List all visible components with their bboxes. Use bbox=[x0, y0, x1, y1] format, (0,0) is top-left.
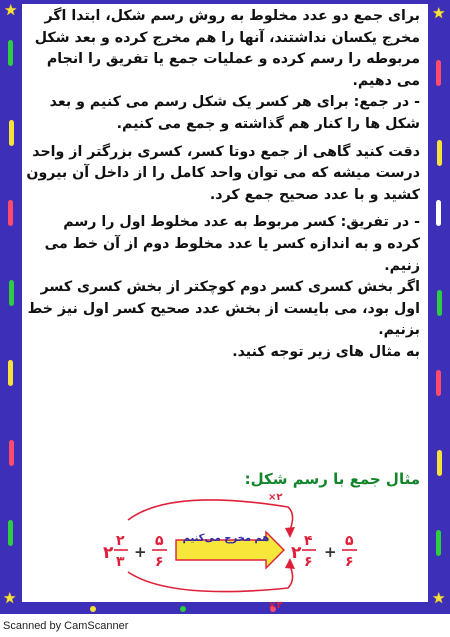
multiply-label-top: ×۲ bbox=[268, 492, 283, 503]
scanner-footer: Scanned by CamScanner bbox=[3, 620, 129, 632]
conversion-arrow-label: هم مخرج می‌کنیم bbox=[182, 533, 270, 544]
multiply-arrow-bottom bbox=[128, 566, 293, 592]
arrowhead-icon bbox=[285, 527, 295, 538]
fraction-numerator-right-second: ۵ bbox=[345, 533, 354, 549]
fraction-denominator-right-second: ۶ bbox=[345, 554, 354, 570]
star-icon: ★ bbox=[3, 589, 17, 607]
paragraph-carry-note: دقت کنید گاهی از جمع دوتا کسر، کسری بزرگتر از واحد درست میشه که می توان واحد کامل را از داخل آن بیرون کشید و با عدد صحیح جمع کرد. bbox=[26, 143, 420, 203]
star-icon: ★ bbox=[432, 4, 446, 22]
fraction-denominator-right: ۶ bbox=[304, 554, 313, 570]
fraction-denominator-left: ۳ bbox=[116, 554, 125, 570]
mixed-whole-right: ۲ bbox=[291, 543, 302, 563]
paragraph-borrow-note: اگر بخش کسری کسر دوم کوچکتر از بخش کسری کسر اول بود، می بایست از بخش عدد صحیح کسر اول نیز خط بزنیم. bbox=[27, 279, 420, 339]
plus-sign: + bbox=[134, 543, 147, 561]
fraction-numerator-left: ۲ bbox=[116, 533, 125, 549]
paragraph-intro: برای جمع دو عدد مخلوط به روش رسم شکل، ابتدا اگر مخرج یکسان نداشتند، آنها را هم مخرج کرده و بعد شکل مربوطه را رسم کرده و عملیات جمع یا تفریق را انجام می دهیم. bbox=[34, 8, 420, 89]
paragraph-subtraction: - در تفریق: کسر مربوط به عدد مخلوط اول را رسم کرده و به اندازه کسر یا عدد مخلوط دوم از آن خط می زنیم. bbox=[44, 214, 420, 274]
star-icon: ★ bbox=[432, 589, 446, 607]
example-title: مثال جمع با رسم شکل: bbox=[244, 470, 420, 488]
paragraph-addition: - در جمع: برای هر کسر یک شکل رسم می کنیم و بعد شکل ها را کنار هم گذاشته و جمع می کنیم. bbox=[49, 94, 420, 132]
plus-sign: + bbox=[324, 543, 337, 561]
fraction-denominator-second: ۶ bbox=[155, 554, 164, 570]
fraction-numerator-right: ۴ bbox=[304, 533, 313, 549]
multiply-arrow-top bbox=[128, 500, 293, 530]
star-icon: ★ bbox=[4, 1, 18, 19]
paragraph-see-examples: به مثال های زیر توجه کنید. bbox=[232, 343, 420, 360]
fraction-numerator-second: ۵ bbox=[155, 533, 164, 549]
multiply-label-bottom: ×۲ bbox=[268, 600, 283, 611]
mixed-whole-left: ۲ bbox=[103, 543, 114, 563]
